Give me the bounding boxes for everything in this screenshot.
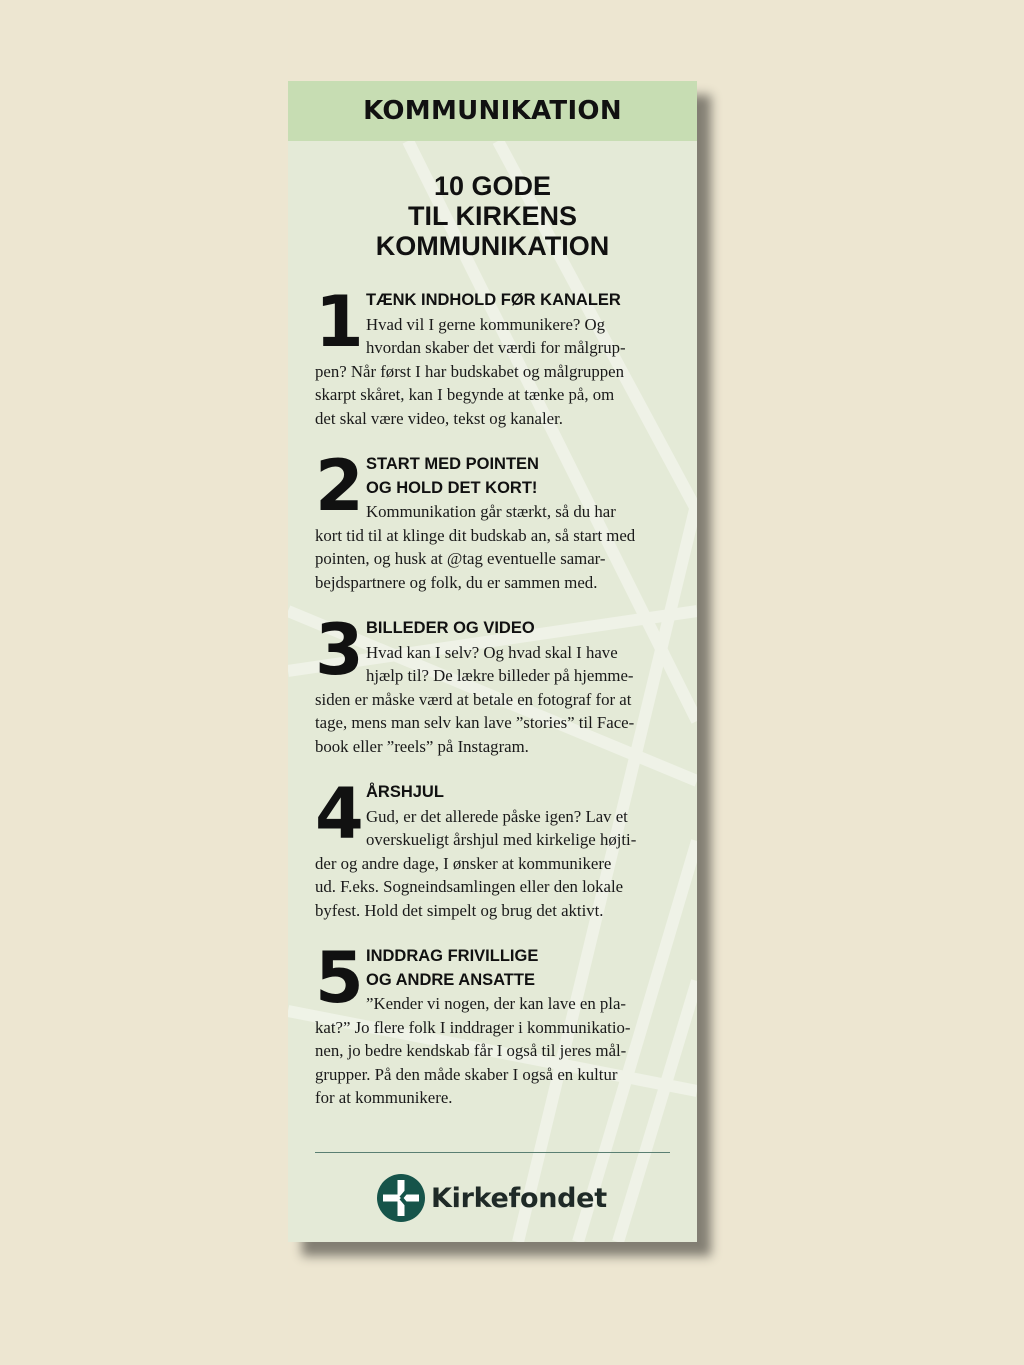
tip-body-line: Kommunikation går stærkt, så du har [366, 502, 616, 521]
tip-heading [315, 289, 673, 313]
tip-body [315, 641, 673, 759]
tip-body-line: overskueligt årshjul med kirkelige højti- [366, 830, 637, 849]
section-header [288, 81, 697, 141]
tip-body-line: hjælp til? De lækre billeder på hjemme- [366, 666, 634, 685]
tip-body-line: ud. F.eks. Sogneindsamlingen eller den lokale [315, 877, 624, 896]
main-title-line: 10 GODE [433, 171, 552, 201]
tip-heading [315, 617, 673, 641]
logo-text: Kirkefondet [431, 1182, 607, 1214]
tip-heading-line: TÆNK INDHOLD FØR KANALER [366, 291, 621, 309]
tip-body [315, 313, 673, 431]
tip-heading-line: OG HOLD DET KORT! [366, 478, 538, 497]
main-title-line: TIL KIRKENS [407, 201, 577, 231]
tip-heading-line: ÅRSHJUL [366, 783, 444, 801]
tip-body-line: siden er måske værd at betale en fotograf for at [315, 689, 632, 709]
tip-number: 3 [315, 609, 364, 691]
tip-body-line: hvordan skaber det værdi for målgrup- [366, 338, 626, 357]
tip-item-1 [315, 281, 673, 430]
tip-body-line: grupper. På den måde skaber I også en kultur [315, 1064, 618, 1084]
footer-divider [315, 1152, 670, 1153]
tip-heading [315, 453, 673, 500]
tip-heading [315, 945, 673, 992]
main-title-line: KOMMUNIKATION [375, 231, 610, 261]
tip-heading [315, 781, 673, 805]
tip-body-line: Hvad kan I selv? Og hvad skal I have [366, 642, 618, 662]
tip-heading-line: OG ANDRE ANSATTE [366, 970, 535, 989]
tip-body-line: book eller ”reels” på Instagram. [315, 736, 529, 756]
tip-body-line: bejdspartnere og folk, du er sammen med. [315, 572, 598, 592]
tip-body-line: tage, mens man selv kan lave ”stories” til Face- [315, 713, 635, 732]
tip-item-2 [315, 445, 673, 594]
tip-body-line: kort tid til at klinge dit budskab an, så start med [315, 525, 636, 545]
tips-card [288, 81, 697, 1242]
kirkefondet-logo [376, 1173, 607, 1223]
tip-number: 4 [315, 773, 364, 855]
tip-item-4 [315, 773, 673, 922]
tip-item-3 [315, 609, 673, 758]
tip-body-line: der og andre dage, I ønsker at kommunikere [315, 853, 612, 873]
tip-body-line: ”Kender vi nogen, der kan lave en pla- [366, 994, 626, 1013]
tip-body-line: byfest. Hold det simpelt og brug det aktivt. [315, 900, 604, 920]
tip-body-line: det skal være video, tekst og kanaler. [315, 408, 563, 428]
tip-body-line: Hvad vil I gerne kommunikere? Og [366, 314, 606, 334]
main-title [288, 171, 697, 261]
tip-body-line: skarpt skåret, kan I begynde at tænke på, om [315, 385, 615, 404]
tip-number: 2 [315, 445, 364, 527]
tip-body-line: Gud, er det allerede påske igen? Lav et [366, 806, 628, 826]
tip-number: 1 [315, 281, 364, 363]
tip-body [315, 500, 673, 594]
tip-body [315, 992, 673, 1110]
tip-number: 5 [315, 937, 364, 1019]
tip-body-line: nen, jo bedre kendskab får I også til jeres mål- [315, 1041, 627, 1060]
tip-heading-line: INDDRAG FRIVILLIGE [366, 947, 539, 965]
tip-body-line: pen? Når først I har budskabet og målgruppen [315, 361, 624, 381]
tip-body-line: for at kommunikere. [315, 1088, 453, 1107]
tip-item-5 [315, 937, 673, 1110]
tip-body-line: kat?” Jo flere folk I inddrager i kommunikatio- [315, 1017, 631, 1037]
tip-heading-line: BILLEDER OG VIDEO [366, 619, 535, 637]
kirkefondet-logo-icon [376, 1173, 426, 1223]
header-title: KOMMUNIKATION [363, 96, 622, 126]
tip-body [315, 805, 673, 923]
tip-heading-line: START MED POINTEN [366, 455, 539, 473]
tip-body-line: pointen, og husk at @tag eventuelle samar- [315, 549, 606, 568]
